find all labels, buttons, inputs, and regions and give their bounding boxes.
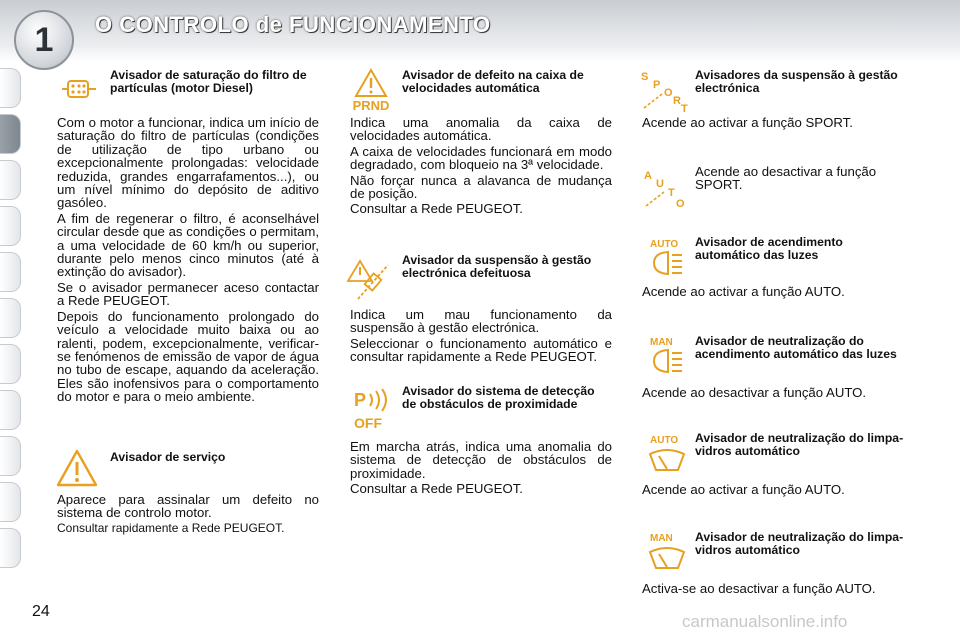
suspension-fault-icon bbox=[346, 255, 396, 303]
chapter-tab[interactable] bbox=[0, 528, 21, 568]
warning-title-parking-sensor: Avisador do sistema de detecção de obstáculos de proximidade bbox=[402, 384, 595, 411]
auto-letter: T bbox=[668, 187, 675, 199]
auto-lights-icon bbox=[646, 236, 688, 278]
paragraph: Depois do funcionamento prolongado do veículo a velocidade muito baixa ou ao ralenti, podem, excepcionalmente, verificar-se fenómenos de emissão de vapor de água no tubo de escape, aquando da aceleração. Eles são inofensivos para o comportamento do motor e para o meio ambiente. bbox=[57, 308, 319, 405]
paragraph: Seleccionar o funcionamento automático e consultar rapidamente a Rede PEUGEOT. bbox=[350, 335, 612, 365]
paragraph: Com o motor a funcionar, indica um início de saturação do filtro de partículas (condições de utilização de tipo urbano ou excepcionalmente prolongadas: velocidade reduzida, grandes engarrafamentos...), ou um nível mínimo do depósito de aditivo gasóleo. bbox=[57, 115, 319, 211]
page-number: 24 bbox=[32, 603, 50, 620]
sport-letter: S bbox=[641, 71, 649, 83]
off-label: OFF bbox=[354, 415, 382, 431]
auto-suspension-icon bbox=[642, 166, 688, 210]
sport-letter: R bbox=[673, 95, 681, 107]
warning-title-sport: Avisadores da suspensão à gestão electrónica bbox=[695, 68, 898, 95]
chapter-tab[interactable] bbox=[0, 298, 21, 338]
chapter-tab[interactable] bbox=[0, 206, 21, 246]
manual-wiper-text: Activa-se ao desactivar a função AUTO. bbox=[642, 581, 876, 596]
chapter-tab[interactable] bbox=[0, 160, 21, 200]
auto-letter: O bbox=[676, 198, 685, 210]
watermark: carmanualsonline.info bbox=[682, 612, 848, 631]
sport-off-text: Acende ao desactivar a função SPORT. bbox=[695, 164, 877, 193]
paragraph: Se o avisador permanecer aceso contactar a Rede PEUGEOT. bbox=[57, 279, 319, 309]
chapter-tab[interactable] bbox=[0, 436, 21, 476]
warning-title-auto-wiper: Avisador de neutralização do limpa-vidros automático bbox=[695, 431, 904, 458]
sport-on-text: Acende ao activar a função SPORT. bbox=[642, 115, 853, 130]
service-warning-icon bbox=[55, 448, 99, 488]
warning-title-gearbox: Avisador de defeito na caixa de velocidades automática bbox=[402, 68, 584, 95]
auto-wiper-icon bbox=[646, 432, 688, 474]
auto-lights-label: AUTO bbox=[650, 239, 679, 250]
paragraph: A caixa de velocidades funcionará em modo degradado, com bloqueio na 3ª velocidade. bbox=[350, 143, 612, 173]
warning-title-auto-lights: Avisador de acendimento automático das luzes bbox=[695, 235, 843, 262]
chapter-tab[interactable] bbox=[0, 252, 21, 292]
chapter-tab[interactable] bbox=[0, 390, 21, 430]
parking-sensor-icon bbox=[352, 388, 398, 432]
paragraph: Aparece para assinalar um defeito no sistema de controlo motor. bbox=[57, 492, 319, 521]
paragraph: A fim de regenerar o filtro, é aconselhável circular desde que as condições o permitam, a uma velocidade de 60 km/h ou superior, durante pelo menos cinco minutos (até à extinção do avisador). bbox=[57, 210, 319, 280]
auto-letter: U bbox=[656, 178, 664, 190]
warning-title-manual-wiper: Avisador de neutralização do limpa-vidros automático bbox=[695, 530, 904, 557]
suspension-fault-text bbox=[350, 308, 612, 366]
prnd-label: PRND bbox=[352, 98, 390, 112]
manual-wiper-label: MAN bbox=[650, 533, 673, 544]
auto-wiper-label: AUTO bbox=[650, 435, 679, 446]
service-text bbox=[57, 493, 319, 537]
chapter-tab[interactable] bbox=[0, 68, 21, 108]
manual-lights-label: MAN bbox=[650, 337, 673, 348]
paragraph: Em marcha atrás, indica uma anomalia do sistema de detecção de obstáculos de proximidade. bbox=[350, 439, 612, 481]
paragraph: Indica um mau funcionamento da suspensão à gestão electrónica. bbox=[350, 307, 612, 336]
gearbox-text bbox=[350, 116, 612, 218]
warning-title-particle-filter: Avisador de saturação do filtro de partículas (motor Diesel) bbox=[110, 68, 307, 95]
particle-filter-text bbox=[57, 116, 319, 406]
chapter-tab-active[interactable] bbox=[0, 114, 21, 154]
chapter-tabs bbox=[0, 68, 22, 574]
paragraph: Consultar rapidamente a Rede PEUGEOT. bbox=[57, 520, 285, 535]
parking-sensor-text bbox=[350, 440, 612, 498]
warning-title-service: Avisador de serviço bbox=[110, 450, 226, 464]
chapter-tab[interactable] bbox=[0, 482, 21, 522]
paragraph: Consultar a Rede PEUGEOT. bbox=[350, 201, 523, 217]
auto-letter: A bbox=[644, 170, 652, 182]
page-title: O CONTROLO de FUNCIONAMENTO bbox=[95, 12, 491, 37]
sport-letter: P bbox=[653, 79, 661, 91]
svg-text:P: P bbox=[354, 390, 367, 410]
paragraph: Indica uma anomalia da caixa de velocidades automática. bbox=[350, 115, 612, 144]
manual-lights-icon bbox=[646, 334, 688, 376]
auto-lights-text: Acende ao activar a função AUTO. bbox=[642, 284, 845, 299]
chapter-tab[interactable] bbox=[0, 344, 21, 384]
particle-filter-icon bbox=[60, 72, 100, 106]
sport-letter: T bbox=[681, 103, 688, 114]
manual-wiper-icon bbox=[646, 530, 688, 572]
sport-mode-icon bbox=[640, 68, 690, 114]
auto-wiper-text: Acende ao activar a função AUTO. bbox=[642, 482, 845, 497]
sport-letter: O bbox=[664, 87, 673, 99]
paragraph: Consultar a Rede PEUGEOT. bbox=[350, 481, 523, 497]
warning-title-suspension-fault: Avisador da suspensão à gestão electrónica defeituosa bbox=[402, 253, 592, 280]
paragraph: Não forçar nunca a alavanca de mudança de posição. bbox=[350, 172, 612, 202]
manual-lights-text: Acende ao desactivar a função AUTO. bbox=[642, 385, 867, 400]
gearbox-warning-icon bbox=[346, 68, 396, 112]
chapter-number: 1 bbox=[14, 10, 74, 70]
warning-title-manual-lights: Avisador de neutralização do acendimento automático das luzes bbox=[695, 334, 897, 361]
header-strip bbox=[0, 48, 960, 62]
